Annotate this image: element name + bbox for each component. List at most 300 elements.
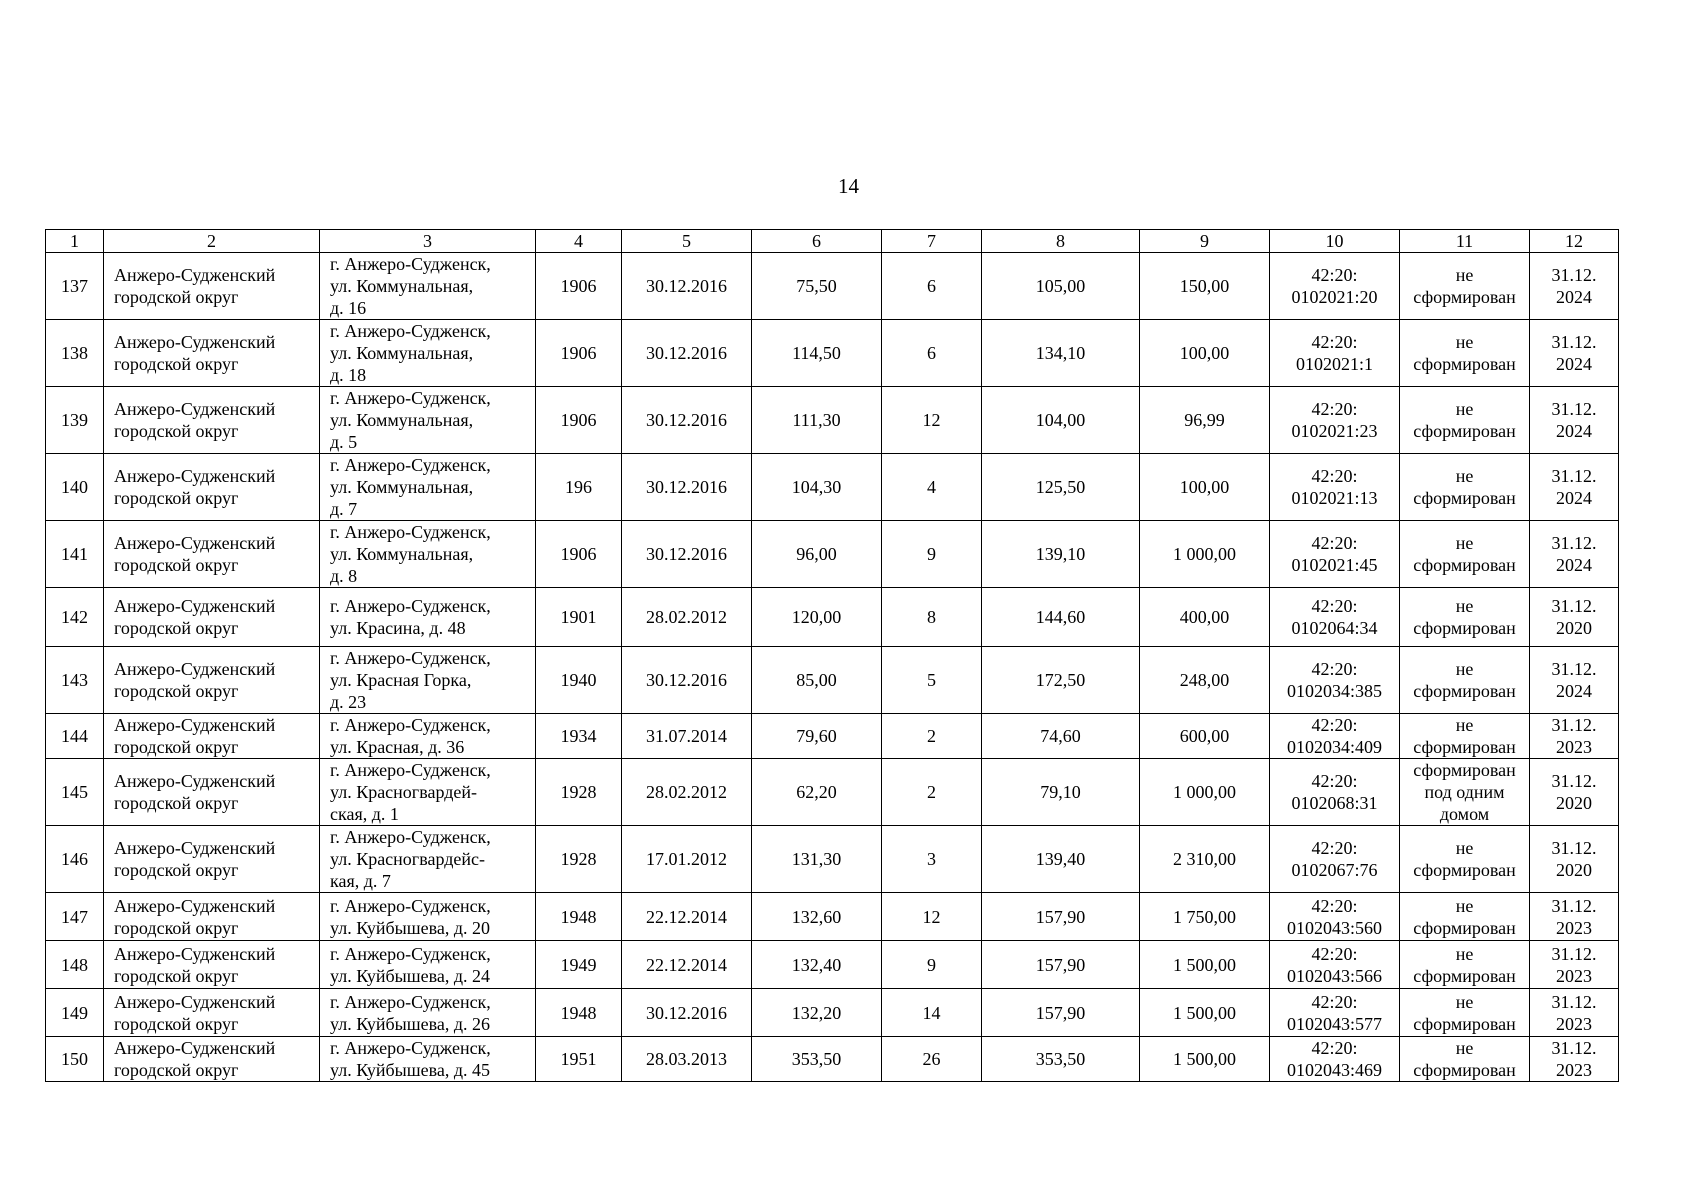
- value-col9-cell: 1 750,00: [1140, 893, 1270, 941]
- value-col7-cell: 5: [882, 647, 982, 714]
- row-number-cell: 143: [46, 647, 104, 714]
- table-row: [46, 588, 1619, 647]
- cadastre-number-cell-line: 42:20:: [1311, 332, 1358, 352]
- address-cell-line: г. Анжеро-Судженск,: [330, 254, 491, 274]
- address-cell-line: г. Анжеро-Судженск,: [330, 760, 491, 780]
- value-col6-cell: 104,30: [752, 454, 882, 521]
- cadastre-number-cell-line: 0102064:34: [1291, 618, 1378, 638]
- col-header: 8: [982, 230, 1140, 253]
- address-cell-line: г. Анжеро-Судженск,: [330, 648, 491, 668]
- table-row: [46, 647, 1619, 714]
- status-cell: [1400, 989, 1530, 1037]
- cadastre-number-cell: [1270, 1037, 1400, 1082]
- value-col7-cell: 12: [882, 387, 982, 454]
- deadline-cell-line: 2020: [1556, 618, 1592, 638]
- address-cell-line: ул. Красина, д. 48: [330, 618, 466, 638]
- row-number-cell: 141: [46, 521, 104, 588]
- deadline-cell-line: 2023: [1556, 917, 1592, 938]
- status-cell: [1400, 1037, 1530, 1082]
- deadline-cell-line: 31.12.: [1551, 715, 1597, 735]
- status-cell-line: не: [1455, 1038, 1474, 1058]
- page-number: 14: [838, 174, 859, 198]
- status-cell-line: не: [1455, 466, 1474, 486]
- cadastre-number-cell-line: 0102043:577: [1286, 1013, 1382, 1034]
- col-header: 9: [1140, 230, 1270, 253]
- cadastre-number-cell-line: 0102043:566: [1286, 965, 1382, 986]
- value-col9-cell: 150,00: [1140, 253, 1270, 320]
- row-number-cell: 145: [46, 759, 104, 826]
- value-col9-cell: 600,00: [1140, 714, 1270, 759]
- status-cell-line: не: [1455, 265, 1474, 285]
- district-cell: [104, 647, 320, 714]
- status-cell-line: не: [1455, 399, 1474, 419]
- deadline-cell-line: 2023: [1556, 965, 1592, 986]
- year-cell: 1906: [536, 521, 622, 588]
- status-cell-line: не: [1455, 715, 1474, 735]
- address-cell: [320, 826, 536, 893]
- cadastre-number-cell-line: 42:20:: [1311, 895, 1358, 916]
- address-cell-line: д. 5: [330, 432, 358, 452]
- district-cell-line: Анжеро-Судженский: [114, 991, 276, 1012]
- value-col7-cell: 6: [882, 320, 982, 387]
- row-number-cell: 138: [46, 320, 104, 387]
- deadline-cell-line: 31.12.: [1551, 838, 1597, 858]
- col-header: 12: [1530, 230, 1619, 253]
- district-cell-line: Анжеро-Судженский: [114, 533, 276, 553]
- address-cell-line: кая, д. 7: [330, 871, 391, 891]
- address-cell-line: ул. Красногвардейс-: [330, 849, 485, 869]
- value-col7-cell: 6: [882, 253, 982, 320]
- value-col9-cell: 1 500,00: [1140, 941, 1270, 989]
- district-cell-line: городской округ: [114, 965, 239, 986]
- value-col8-cell: 139,10: [982, 521, 1140, 588]
- value-col6-cell: 353,50: [752, 1037, 882, 1082]
- status-cell: [1400, 320, 1530, 387]
- deadline-cell-line: 31.12.: [1551, 466, 1597, 486]
- cadastre-number-cell-line: 42:20:: [1311, 943, 1358, 964]
- address-cell-line: ул. Коммунальная,: [330, 343, 474, 363]
- deadline-cell-line: 2024: [1556, 488, 1592, 508]
- address-cell-line: г. Анжеро-Судженск,: [330, 715, 491, 735]
- address-cell: [320, 647, 536, 714]
- value-col9-cell: 1 500,00: [1140, 1037, 1270, 1082]
- date-cell: 31.07.2014: [622, 714, 752, 759]
- value-col7-cell: 3: [882, 826, 982, 893]
- status-cell: [1400, 253, 1530, 320]
- cadastre-number-cell-line: 42:20:: [1311, 838, 1358, 858]
- district-cell-line: Анжеро-Судженский: [114, 466, 276, 486]
- address-cell: [320, 941, 536, 989]
- district-cell-line: городской округ: [114, 737, 239, 757]
- status-cell: [1400, 521, 1530, 588]
- deadline-cell: [1530, 893, 1619, 941]
- district-cell-line: Анжеро-Судженский: [114, 596, 276, 616]
- status-cell-line: сформирован: [1413, 488, 1516, 508]
- cadastre-number-cell-line: 42:20:: [1311, 1038, 1358, 1058]
- status-cell: [1400, 759, 1530, 826]
- deadline-cell: [1530, 826, 1619, 893]
- year-cell: 1940: [536, 647, 622, 714]
- table-body: [46, 253, 1619, 1082]
- address-cell-line: г. Анжеро-Судженск,: [330, 991, 491, 1012]
- cadastre-number-cell: [1270, 893, 1400, 941]
- deadline-cell: [1530, 647, 1619, 714]
- status-cell: [1400, 387, 1530, 454]
- address-cell-line: ул. Коммунальная,: [330, 544, 474, 564]
- deadline-cell-line: 31.12.: [1551, 991, 1597, 1012]
- address-cell-line: д. 8: [330, 566, 358, 586]
- district-cell-line: Анжеро-Судженский: [114, 659, 276, 679]
- value-col8-cell: 104,00: [982, 387, 1140, 454]
- district-cell-line: городской округ: [114, 555, 239, 575]
- cadastre-number-cell-line: 42:20:: [1311, 596, 1358, 616]
- deadline-cell: [1530, 759, 1619, 826]
- district-cell: [104, 989, 320, 1037]
- district-cell: [104, 759, 320, 826]
- district-cell-line: городской округ: [114, 488, 239, 508]
- deadline-cell-line: 2024: [1556, 681, 1592, 701]
- district-cell: [104, 320, 320, 387]
- cadastre-number-cell: [1270, 941, 1400, 989]
- district-cell-line: Анжеро-Судженский: [114, 771, 276, 791]
- row-number-cell: 137: [46, 253, 104, 320]
- address-cell: [320, 521, 536, 588]
- deadline-cell-line: 31.12.: [1551, 596, 1597, 616]
- table-row: [46, 893, 1619, 941]
- status-cell-line: сформирован: [1413, 1060, 1516, 1080]
- address-cell-line: ул. Красная, д. 36: [330, 737, 465, 757]
- address-cell-line: г. Анжеро-Судженск,: [330, 943, 491, 964]
- col-header: 3: [320, 230, 536, 253]
- district-cell: [104, 454, 320, 521]
- col-header: 1: [46, 230, 104, 253]
- housing-table: [45, 229, 1619, 1082]
- table-row: [46, 521, 1619, 588]
- status-cell: [1400, 454, 1530, 521]
- date-cell: 28.03.2013: [622, 1037, 752, 1082]
- table-row: [46, 714, 1619, 759]
- status-cell-line: не: [1455, 895, 1474, 916]
- address-cell-line: ул. Куйбышева, д. 45: [330, 1060, 490, 1080]
- value-col8-cell: 105,00: [982, 253, 1140, 320]
- date-cell: 22.12.2014: [622, 893, 752, 941]
- status-cell-line: не: [1455, 838, 1474, 858]
- deadline-cell-line: 31.12.: [1551, 399, 1597, 419]
- row-number-cell: 148: [46, 941, 104, 989]
- cadastre-number-cell: [1270, 253, 1400, 320]
- district-cell: [104, 1037, 320, 1082]
- address-cell-line: д. 7: [330, 499, 358, 519]
- address-cell: [320, 588, 536, 647]
- status-cell-line: сформирован: [1413, 555, 1516, 575]
- district-cell-line: Анжеро-Судженский: [114, 943, 276, 964]
- row-number-cell: 146: [46, 826, 104, 893]
- address-cell: [320, 714, 536, 759]
- address-cell-line: ул. Коммунальная,: [330, 410, 474, 430]
- status-cell-line: сформирован: [1413, 917, 1516, 938]
- district-cell-line: городской округ: [114, 1060, 239, 1080]
- table-row: [46, 454, 1619, 521]
- status-cell-line: под одним: [1424, 782, 1505, 802]
- date-cell: 22.12.2014: [622, 941, 752, 989]
- deadline-cell: [1530, 387, 1619, 454]
- deadline-cell: [1530, 1037, 1619, 1082]
- cadastre-number-cell-line: 0102021:23: [1291, 421, 1378, 441]
- district-cell-line: городской округ: [114, 618, 239, 638]
- address-cell: [320, 253, 536, 320]
- address-cell-line: г. Анжеро-Судженск,: [330, 1038, 491, 1058]
- col-header: 5: [622, 230, 752, 253]
- value-col9-cell: 1 500,00: [1140, 989, 1270, 1037]
- status-cell-line: сформирован: [1413, 860, 1516, 880]
- address-cell-line: ул. Коммунальная,: [330, 276, 474, 296]
- value-col7-cell: 4: [882, 454, 982, 521]
- table-row: [46, 1037, 1619, 1082]
- district-cell-line: городской округ: [114, 793, 239, 813]
- deadline-cell: [1530, 941, 1619, 989]
- value-col9-cell: 96,99: [1140, 387, 1270, 454]
- status-cell: [1400, 826, 1530, 893]
- address-cell-line: ул. Красная Горка,: [330, 670, 472, 690]
- address-cell-line: г. Анжеро-Судженск,: [330, 827, 491, 847]
- deadline-cell-line: 31.12.: [1551, 943, 1597, 964]
- address-cell: [320, 893, 536, 941]
- cadastre-number-cell-line: 0102034:385: [1286, 681, 1382, 701]
- value-col6-cell: 75,50: [752, 253, 882, 320]
- value-col7-cell: 9: [882, 521, 982, 588]
- deadline-cell: [1530, 714, 1619, 759]
- cadastre-number-cell-line: 42:20:: [1311, 991, 1358, 1012]
- address-cell-line: д. 16: [330, 298, 367, 318]
- district-cell-line: городской округ: [114, 354, 239, 374]
- deadline-cell-line: 2020: [1556, 793, 1592, 813]
- address-cell-line: ул. Куйбышева, д. 26: [330, 1013, 490, 1034]
- year-cell: 1934: [536, 714, 622, 759]
- value-col7-cell: 14: [882, 989, 982, 1037]
- district-cell-line: Анжеро-Судженский: [114, 895, 276, 916]
- district-cell: [104, 941, 320, 989]
- value-col7-cell: 2: [882, 714, 982, 759]
- cadastre-number-cell-line: 0102021:45: [1291, 555, 1378, 575]
- status-cell-line: сформирован: [1413, 354, 1516, 374]
- address-cell-line: г. Анжеро-Судженск,: [330, 321, 491, 341]
- row-number-cell: 140: [46, 454, 104, 521]
- status-cell-line: домом: [1439, 804, 1490, 824]
- value-col9-cell: 100,00: [1140, 454, 1270, 521]
- status-cell-line: не: [1455, 596, 1474, 616]
- value-col8-cell: 157,90: [982, 989, 1140, 1037]
- value-col7-cell: 2: [882, 759, 982, 826]
- status-cell-line: сформирован: [1413, 760, 1516, 780]
- district-cell-line: Анжеро-Судженский: [114, 838, 276, 858]
- date-cell: 17.01.2012: [622, 826, 752, 893]
- cadastre-number-cell-line: 42:20:: [1311, 659, 1358, 679]
- table-row: [46, 759, 1619, 826]
- address-cell-line: д. 18: [330, 365, 367, 385]
- year-cell: 1951: [536, 1037, 622, 1082]
- status-cell-line: не: [1455, 659, 1474, 679]
- status-cell-line: сформирован: [1413, 1013, 1516, 1034]
- cadastre-number-cell: [1270, 759, 1400, 826]
- deadline-cell: [1530, 454, 1619, 521]
- cadastre-number-cell: [1270, 320, 1400, 387]
- date-cell: 30.12.2016: [622, 253, 752, 320]
- col-header: 11: [1400, 230, 1530, 253]
- date-cell: 28.02.2012: [622, 759, 752, 826]
- address-cell: [320, 320, 536, 387]
- value-col9-cell: 2 310,00: [1140, 826, 1270, 893]
- value-col6-cell: 114,50: [752, 320, 882, 387]
- value-col7-cell: 26: [882, 1037, 982, 1082]
- address-cell: [320, 1037, 536, 1082]
- status-cell: [1400, 588, 1530, 647]
- status-cell: [1400, 893, 1530, 941]
- value-col6-cell: 96,00: [752, 521, 882, 588]
- district-cell-line: Анжеро-Судженский: [114, 1038, 276, 1058]
- status-cell-line: не: [1455, 943, 1474, 964]
- district-cell-line: Анжеро-Судженский: [114, 715, 276, 735]
- date-cell: 30.12.2016: [622, 647, 752, 714]
- col-header: 4: [536, 230, 622, 253]
- cadastre-number-cell-line: 0102043:469: [1286, 1060, 1382, 1080]
- table-row: [46, 826, 1619, 893]
- district-cell-line: городской округ: [114, 1013, 239, 1034]
- status-cell-line: сформирован: [1413, 681, 1516, 701]
- district-cell-line: городской округ: [114, 681, 239, 701]
- value-col9-cell: 248,00: [1140, 647, 1270, 714]
- deadline-cell-line: 2024: [1556, 354, 1592, 374]
- date-cell: 30.12.2016: [622, 454, 752, 521]
- address-cell-line: г. Анжеро-Судженск,: [330, 388, 491, 408]
- district-cell-line: городской округ: [114, 287, 239, 307]
- deadline-cell-line: 31.12.: [1551, 332, 1597, 352]
- cadastre-number-cell-line: 0102068:31: [1291, 793, 1378, 813]
- cadastre-number-cell-line: 42:20:: [1311, 466, 1358, 486]
- col-header: 2: [104, 230, 320, 253]
- status-cell-line: не: [1455, 991, 1474, 1012]
- date-cell: 30.12.2016: [622, 989, 752, 1037]
- address-cell-line: г. Анжеро-Судженск,: [330, 895, 491, 916]
- table-row: [46, 989, 1619, 1037]
- cadastre-number-cell: [1270, 647, 1400, 714]
- deadline-cell-line: 31.12.: [1551, 771, 1597, 791]
- status-cell-line: не: [1455, 533, 1474, 553]
- deadline-cell-line: 2023: [1556, 1013, 1592, 1034]
- value-col7-cell: 9: [882, 941, 982, 989]
- row-number-cell: 139: [46, 387, 104, 454]
- year-cell: 1906: [536, 320, 622, 387]
- cadastre-number-cell: [1270, 588, 1400, 647]
- deadline-cell-line: 2020: [1556, 860, 1592, 880]
- address-cell-line: ул. Куйбышева, д. 20: [330, 917, 490, 938]
- cadastre-number-cell-line: 0102067:76: [1291, 860, 1378, 880]
- cadastre-number-cell-line: 0102021:13: [1291, 488, 1378, 508]
- address-cell: [320, 989, 536, 1037]
- year-cell: 1901: [536, 588, 622, 647]
- district-cell: [104, 826, 320, 893]
- value-col9-cell: 100,00: [1140, 320, 1270, 387]
- address-cell-line: ул. Коммунальная,: [330, 477, 474, 497]
- deadline-cell-line: 2024: [1556, 555, 1592, 575]
- address-cell-line: ская, д. 1: [330, 804, 399, 824]
- district-cell-line: городской округ: [114, 917, 239, 938]
- address-cell: [320, 387, 536, 454]
- cadastre-number-cell-line: 42:20:: [1311, 533, 1358, 553]
- cadastre-number-cell-line: 42:20:: [1311, 715, 1358, 735]
- deadline-cell-line: 31.12.: [1551, 1038, 1597, 1058]
- year-cell: 1928: [536, 826, 622, 893]
- col-header: 7: [882, 230, 982, 253]
- column-number-row: [46, 230, 1619, 253]
- deadline-cell-line: 2024: [1556, 421, 1592, 441]
- cadastre-number-cell-line: 42:20:: [1311, 771, 1358, 791]
- address-cell-line: ул. Куйбышева, д. 24: [330, 965, 490, 986]
- row-number-cell: 142: [46, 588, 104, 647]
- deadline-cell-line: 31.12.: [1551, 533, 1597, 553]
- status-cell-line: сформирован: [1413, 421, 1516, 441]
- value-col8-cell: 74,60: [982, 714, 1140, 759]
- deadline-cell-line: 2023: [1556, 737, 1592, 757]
- value-col9-cell: 1 000,00: [1140, 521, 1270, 588]
- district-cell-line: Анжеро-Судженский: [114, 399, 276, 419]
- table-row: [46, 320, 1619, 387]
- value-col8-cell: 125,50: [982, 454, 1140, 521]
- value-col7-cell: 8: [882, 588, 982, 647]
- date-cell: 30.12.2016: [622, 387, 752, 454]
- deadline-cell: [1530, 320, 1619, 387]
- value-col6-cell: 79,60: [752, 714, 882, 759]
- cadastre-number-cell: [1270, 714, 1400, 759]
- district-cell: [104, 714, 320, 759]
- value-col6-cell: 111,30: [752, 387, 882, 454]
- district-cell: [104, 387, 320, 454]
- value-col8-cell: 157,90: [982, 893, 1140, 941]
- address-cell-line: г. Анжеро-Судженск,: [330, 522, 491, 542]
- table-row: [46, 387, 1619, 454]
- cadastre-number-cell-line: 42:20:: [1311, 265, 1358, 285]
- year-cell: 1928: [536, 759, 622, 826]
- year-cell: 1948: [536, 989, 622, 1037]
- district-cell-line: городской округ: [114, 421, 239, 441]
- district-cell: [104, 893, 320, 941]
- year-cell: 196: [536, 454, 622, 521]
- district-cell-line: городской округ: [114, 860, 239, 880]
- date-cell: 30.12.2016: [622, 521, 752, 588]
- cadastre-number-cell: [1270, 521, 1400, 588]
- cadastre-number-cell-line: 0102043:560: [1286, 917, 1382, 938]
- value-col9-cell: 400,00: [1140, 588, 1270, 647]
- year-cell: 1906: [536, 253, 622, 320]
- year-cell: 1948: [536, 893, 622, 941]
- value-col6-cell: 131,30: [752, 826, 882, 893]
- row-number-cell: 147: [46, 893, 104, 941]
- deadline-cell-line: 31.12.: [1551, 895, 1597, 916]
- address-cell-line: г. Анжеро-Судженск,: [330, 596, 491, 616]
- value-col6-cell: 120,00: [752, 588, 882, 647]
- status-cell-line: не: [1455, 332, 1474, 352]
- cadastre-number-cell-line: 0102034:409: [1286, 737, 1382, 757]
- district-cell: [104, 253, 320, 320]
- date-cell: 30.12.2016: [622, 320, 752, 387]
- status-cell-line: сформирован: [1413, 618, 1516, 638]
- deadline-cell: [1530, 253, 1619, 320]
- deadline-cell: [1530, 588, 1619, 647]
- cadastre-number-cell-line: 42:20:: [1311, 399, 1358, 419]
- value-col6-cell: 62,20: [752, 759, 882, 826]
- cadastre-number-cell-line: 0102021:1: [1295, 354, 1373, 374]
- district-cell-line: Анжеро-Судженский: [114, 265, 276, 285]
- address-cell: [320, 759, 536, 826]
